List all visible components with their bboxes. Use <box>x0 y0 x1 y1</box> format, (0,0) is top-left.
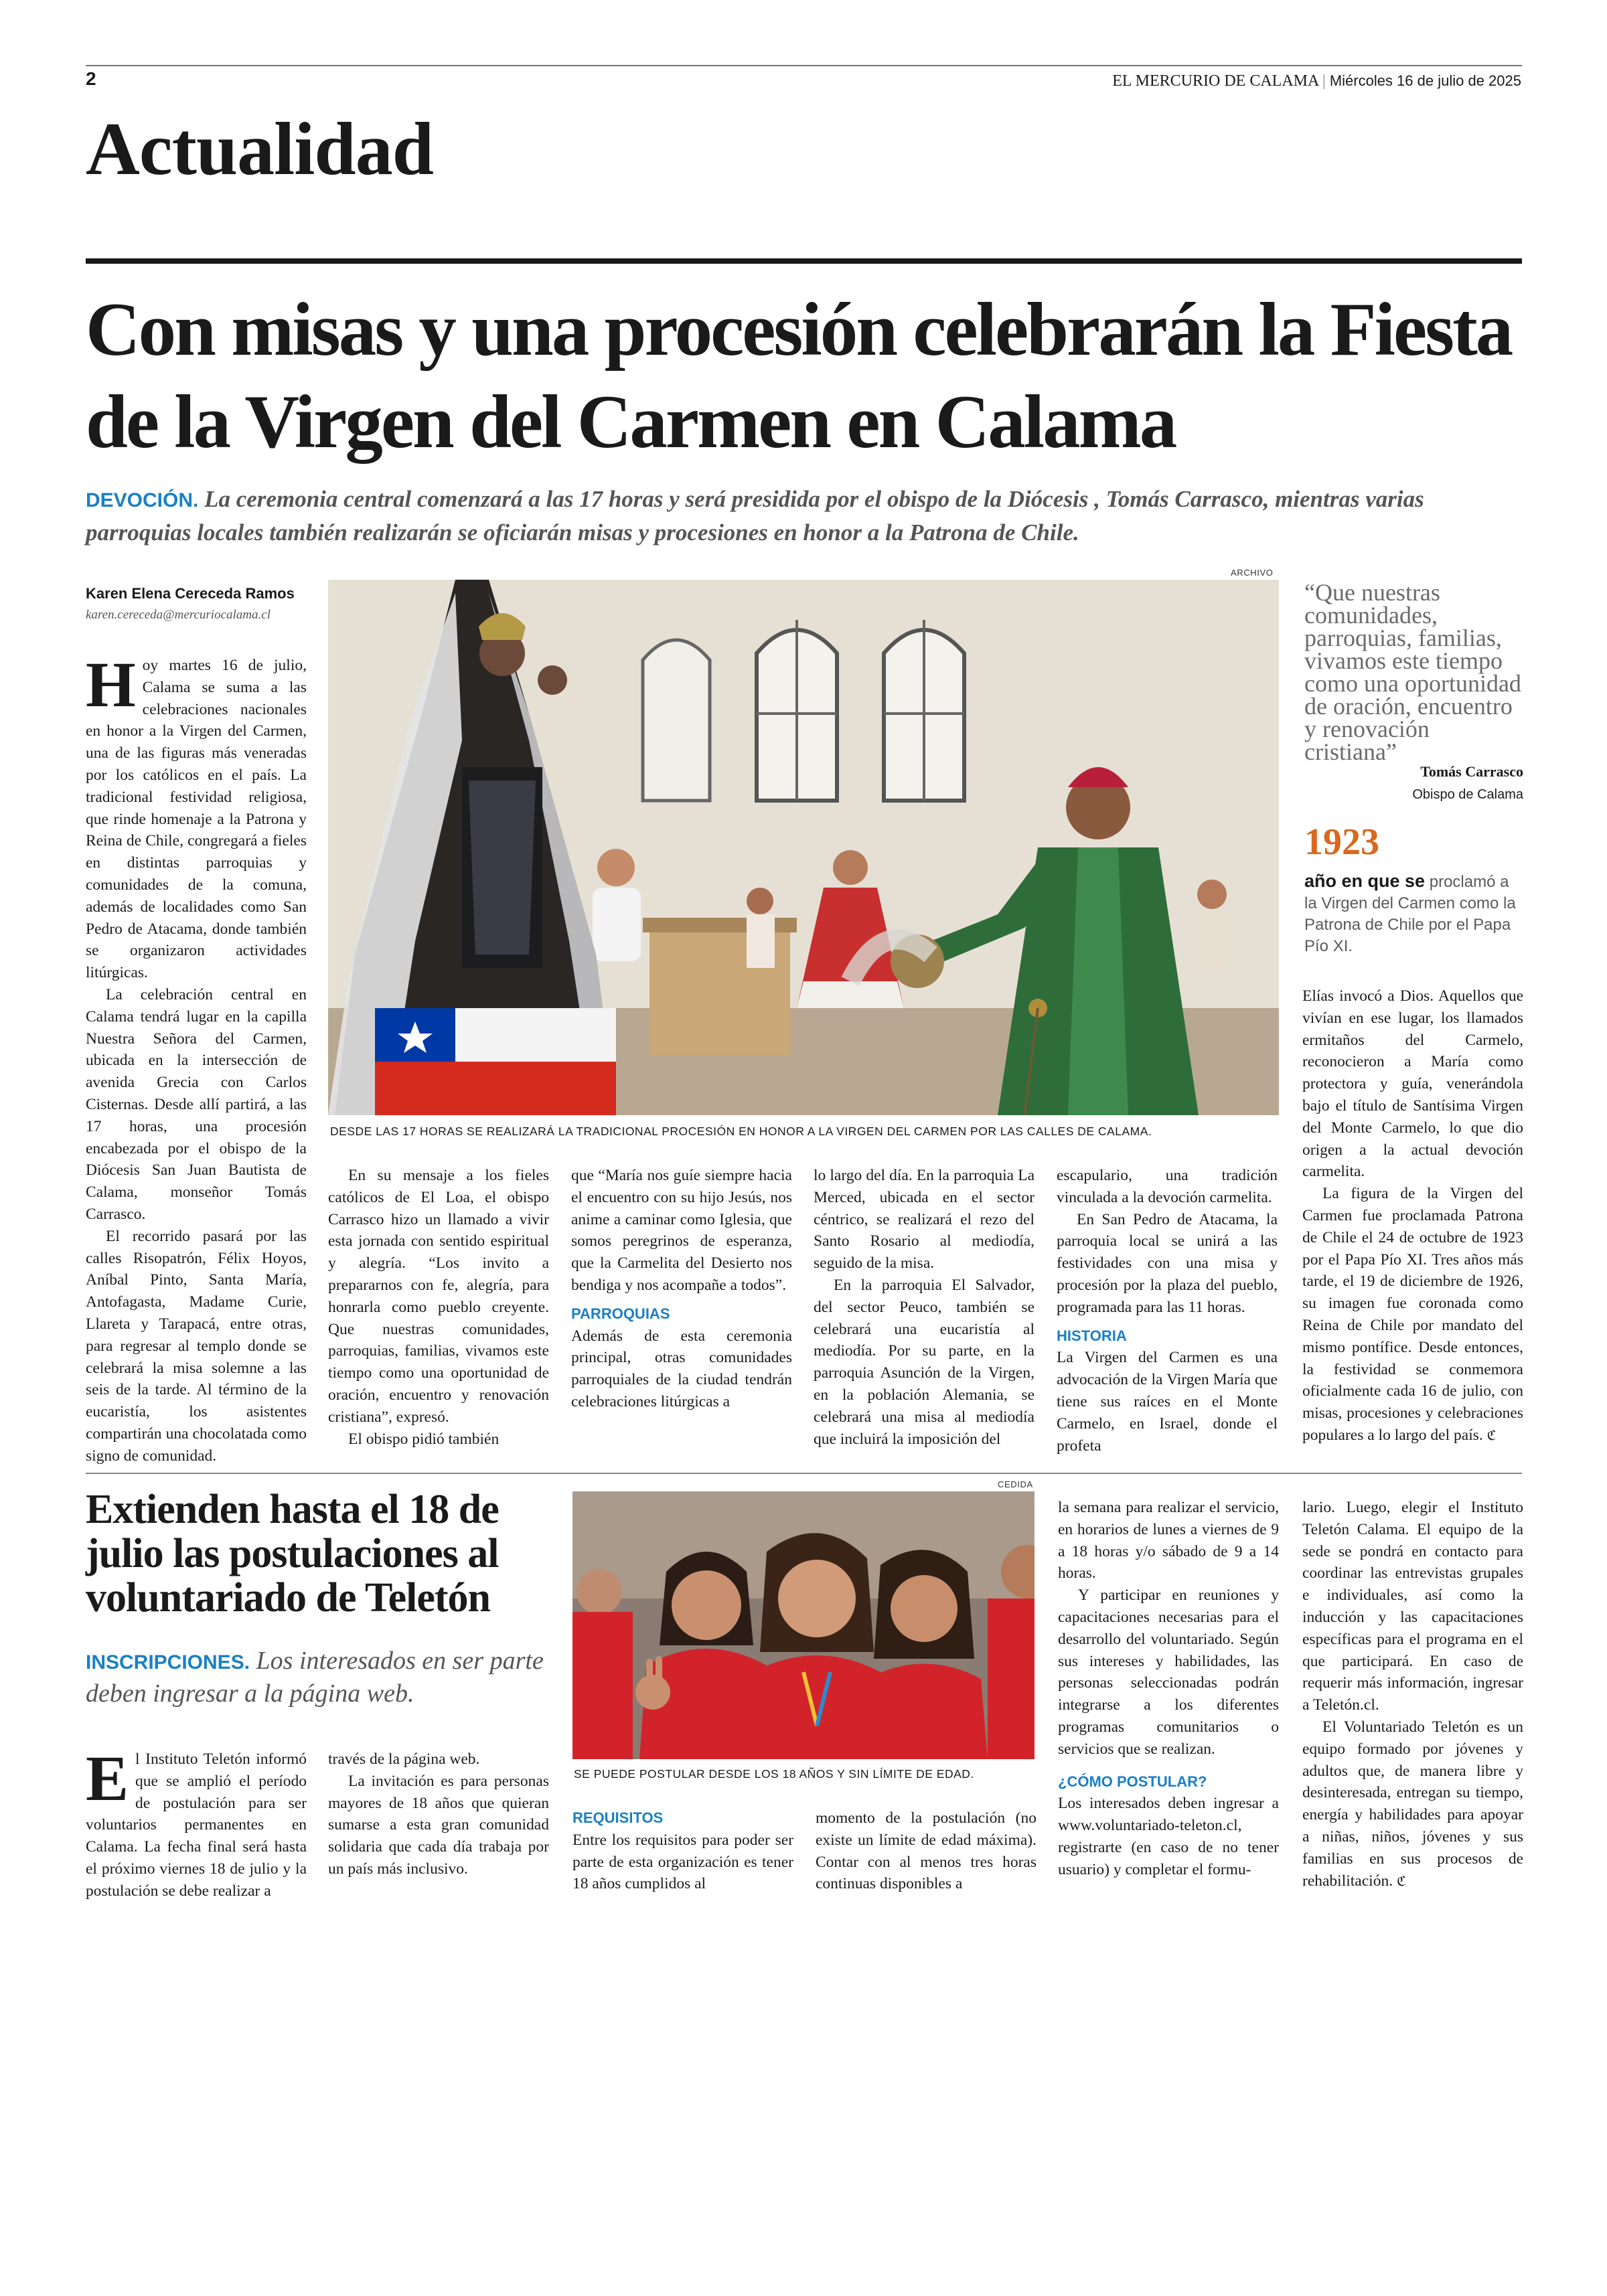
article2-column-6 <box>1302 1497 1523 1892</box>
article1-column-4 <box>814 1165 1035 1450</box>
volunteers-photo-illustration <box>572 1491 1035 1759</box>
article1-column-6 <box>1302 985 1523 1447</box>
article1-col1-p2: La celebración central en Calama tendrá lugar en la capilla Nuestra Señora del Carmen, ubicada en la intersección de avenida Grecia con Carlos Cisternas. Desde allí partirá, a las 17 horas, una procesión encabezada por el obispo de la Diócesis San Juan Bautista de Calama, monseñor Tomás Carrasco. <box>86 985 307 1223</box>
article2-column-1 <box>86 1742 307 1902</box>
article2-end-mark: ℭ <box>1396 1872 1407 1889</box>
author-name: Karen Elena Cereceda Ramos <box>86 585 295 602</box>
pull-quote-role: Obispo de Calama <box>1412 787 1523 802</box>
article2-col6-p2: El Voluntariado Teletón es un equipo formado por jóvenes y adultos que, de manera libre y desinteresada, entregan su tiempo, energía y habilidades para apoyar a niñas, niños, jóvenes y sus familias en sus procesos de rehabilitación. <box>1302 1718 1523 1890</box>
article1-deck <box>86 483 1532 549</box>
article1-kicker: DEVOCIÓN. <box>86 489 199 511</box>
article2-subhead-requisitos: REQUISITOS <box>572 1809 664 1826</box>
article2-photo <box>572 1491 1035 1759</box>
article2-column-3 <box>572 1807 793 1895</box>
article2-col4-p1: momento de la postulación (no existe un límite de edad máxima). Contar con al menos tres horas continuas disponibles a <box>816 1809 1037 1893</box>
article2-photo-credit: CEDIDA <box>998 1479 1033 1489</box>
article1-col3-p1: que “María nos guíe siempre hacia el encuentro con su hijo Jesús, nos anime a caminar como Iglesia, que somos peregrinos de esperanza, que la Carmelita del Desierto nos bendiga y nos acompañe a todos”. <box>571 1167 792 1294</box>
article2-col6-p1: lario. Luego, elegir el Instituto Teletón Calama. El equipo de la sede se pondrá en contacto para coordinar las entrevistas grupales e individuales, así como la inducción y las capacitaciones específicas para el programa en el que participará. En caso de requerir más información, ingresar a Teletón.cl. <box>1302 1499 1523 1714</box>
article2-photo-caption: SE PUEDE POSTULAR DESDE LOS 18 AÑOS Y SIN LÍMITE DE EDAD. <box>574 1767 974 1781</box>
article1-column-1 <box>86 649 307 1467</box>
article2-deck-text: Los interesados en ser parte deben ingresar a la página web. <box>86 1647 544 1708</box>
article1-subhead-historia: HISTORIA <box>1057 1327 1127 1344</box>
article1-col3-p2: Además de esta ceremonia principal, otras comunidades parroquiales de la ciudad tendrán celebraciones litúrgicas a <box>571 1327 792 1410</box>
article1-dropcap: H <box>86 649 136 720</box>
article2-col5-p1: la semana para realizar el servicio, en horarios de lunes a viernes de 9 a 18 horas y/o sábado de 9 a 14 horas. <box>1058 1499 1279 1582</box>
article2-column-5 <box>1058 1497 1279 1881</box>
article2-col5-p3: Los interesados deben ingresar a www.voluntariado-teleton.cl, registrarte (en caso de no tener usuario) y completar el formu- <box>1058 1795 1279 1878</box>
article1-headline: Con misas y una procesión celebrarán la Fiesta de la Virgen del Carmen en Calama <box>86 288 1512 464</box>
article2-kicker: INSCRIPCIONES. <box>86 1651 250 1673</box>
page-number: 2 <box>86 68 96 89</box>
article1-col4-p1: lo largo del día. En la parroquia La Merced, ubicada en el sector céntrico, se realizará el rezo del Santo Rosario al mediodía, seguido de la misa. <box>814 1167 1035 1273</box>
article1-photo <box>328 580 1279 1115</box>
article1-subhead-parroquias: PARROQUIAS <box>571 1305 670 1322</box>
pull-quote-name: Tomás Carrasco <box>1420 763 1523 780</box>
fact-text: proclamó a la Virgen del Carmen como la Patrona de Chile por el Papa Pío XI. <box>1304 873 1516 955</box>
masthead-separator: | <box>1322 72 1326 90</box>
article1-col1-p1: oy martes 16 de julio, Calama se suma a las celebraciones nacionales en honor a la Virgen del Carmen, una de las figuras más veneradas por los católicos en el país. La tradicional festividad religiosa, que rinde homenaje a la Patrona y Reina de Chile, congregará a fieles en distintas parroquias y comunidades de la comuna, además de localidades como San Pedro de Atacama, donde también se organizaron actividades litúrgicas. <box>86 657 307 982</box>
article1-column-3 <box>571 1165 792 1413</box>
headline-top-rule <box>86 258 1522 264</box>
article1-photo-credit: ARCHIVO <box>1231 568 1274 578</box>
article1-col6-p1: Elías invocó a Dios. Aquellos que vivían en ese lugar, los llamados ermitaños del Carmelo, reconocieron a María como protectora y guía, venerándola bajo el título de Santísima Virgen del Monte Carmelo, lo que dio origen a la actual devoción carmelita. <box>1302 987 1523 1181</box>
header-top-rule <box>86 65 1522 66</box>
article1-deck-text: La ceremonia central comenzará a las 17 horas y será presidida por el obispo de la Diócesis , Tomás Carrasco, mientras varias parroquias locales también realizarán se oficiarán misas y procesiones en honor a la Patrona de Chile. <box>86 486 1424 546</box>
article1-col5-p2: En San Pedro de Atacama, la parroquia local se unirá a las festividades con una misa y procesión por la plaza del pueblo, programada para las 11 horas. <box>1057 1210 1278 1316</box>
section-title: Actualidad <box>86 108 433 191</box>
article1-col4-p2: En la parroquia El Salvador, del sector Peuco, también se celebrará una eucaristía al mediodía. Por su parte, en la parroquia Asunción de la Virgen, en la población Alemania, se celebrará una misa al mediodía que incluirá la imposición del <box>814 1276 1035 1448</box>
article1-byline <box>86 585 313 623</box>
article2-col2-p2: La invitación es para personas mayores de 18 años que quieran sumarse a esta gran comunidad solidaria que cada día trabaja por un país más inclusivo. <box>328 1772 549 1878</box>
fact-number: 1923 <box>1304 821 1379 863</box>
publication-date: Miércoles 16 de julio de 2025 <box>1329 72 1521 89</box>
article1-column-2 <box>328 1165 549 1450</box>
article1-col1-p3: El recorrido pasará por las calles Risopatrón, Félix Hoyos, Aníbal Pinto, Santa María, Antofagasta, Madame Curie, Llareta y Tarapacá, entre otras, para regresar al templo donde se celebrará la misa solemne a las seis de la tarde. Al término de la eucaristía, los asistentes compartirán una chocolatada como signo de comunidad. <box>86 1227 307 1465</box>
article1-col6-p2: La figura de la Virgen del Carmen fue proclamada Patrona de Chile el 24 de octubre de 1923 por el Papa Pío XI. Tres años más tarde, el 19 de diciembre de 1926, su imagen fue coronada como Reina de Chile por mandato del mismo pontífice. Desde entonces, la festividad se conmemora oficialmente cada 16 de julio, con misas, procesiones y celebraciones populares a lo largo del país. <box>1302 1185 1523 1444</box>
article2-deck <box>86 1645 554 1709</box>
publication-name: EL MERCURIO DE CALAMA <box>1112 72 1318 90</box>
author-email: karen.cereceda@mercuriocalama.cl <box>86 608 271 622</box>
article1-col2-p2: El obispo pidió también <box>348 1430 500 1448</box>
article2-col5-p2: Y participar en reuniones y capacitaciones necesarias para el desarrollo del voluntariado. Según sus intereses y habilidades, las personas seleccionadas podrán integrarse a los diferentes programas comunitarios o servicios que se realizan. <box>1058 1586 1279 1758</box>
article2-col2-p1: través de la página web. <box>328 1750 480 1768</box>
article2-column-2 <box>328 1748 549 1880</box>
article2-dropcap: E <box>86 1742 129 1814</box>
fact-box-text <box>1304 870 1525 957</box>
procession-photo-illustration <box>328 580 1279 1115</box>
article1-column-5 <box>1057 1165 1278 1457</box>
pull-quote: “Que nuestras comunidades, parroquias, familias, vivamos este tiempo como una oportunidad de oración, encuentro y renovación cristiana” <box>1304 579 1521 765</box>
article1-photo-caption: DESDE LAS 17 HORAS SE REALIZARÁ LA TRADICIONAL PROCESIÓN EN HONOR A LA VIRGEN DEL CARMEN POR LAS CALLES DE CALAMA. <box>330 1125 1152 1138</box>
article1-col2-p1: En su mensaje a los fieles católicos de El Loa, el obispo Carrasco hizo un llamado a vivir esta jornada con sentido espiritual y alegría. “Los invito a prepararnos con fe, alegría, para honrarla como pueblo creyente. Que nuestras comunidades, parroquias, familias, vivamos este tiempo como una oportunidad de oración, encuentro y renovación cristiana”, expresó. <box>328 1167 549 1426</box>
masthead-line <box>1112 72 1521 90</box>
fact-bold: año en que se <box>1304 871 1426 891</box>
article2-col1-p1: l Instituto Teletón informó que se amplió el período de postulación para ser voluntarios permanentes en Calama. La fecha final será hasta el próximo viernes 18 de julio y la postulación se debe realizar a <box>86 1750 307 1900</box>
article1-end-mark: ℭ <box>1486 1426 1497 1443</box>
article-separator-rule <box>86 1473 1522 1474</box>
article1-col5-p3: La Virgen del Carmen es una advocación de la Virgen María que tiene sus raíces en el Monte Carmelo, en Israel, donde el profeta <box>1057 1349 1278 1455</box>
article2-column-4 <box>816 1807 1037 1895</box>
article2-headline: Extienden hasta el 18 de julio las postulaciones al voluntariado de Teletón <box>86 1487 499 1621</box>
article2-subhead-como-postular: ¿CÓMO POSTULAR? <box>1058 1773 1207 1790</box>
article1-col5-p1: escapulario, una tradición vinculada a la devoción carmelita. <box>1057 1167 1278 1206</box>
article2-col3-p1: Entre los requisitos para poder ser parte de esta organización es tener 18 años cumplidos al <box>572 1831 793 1893</box>
